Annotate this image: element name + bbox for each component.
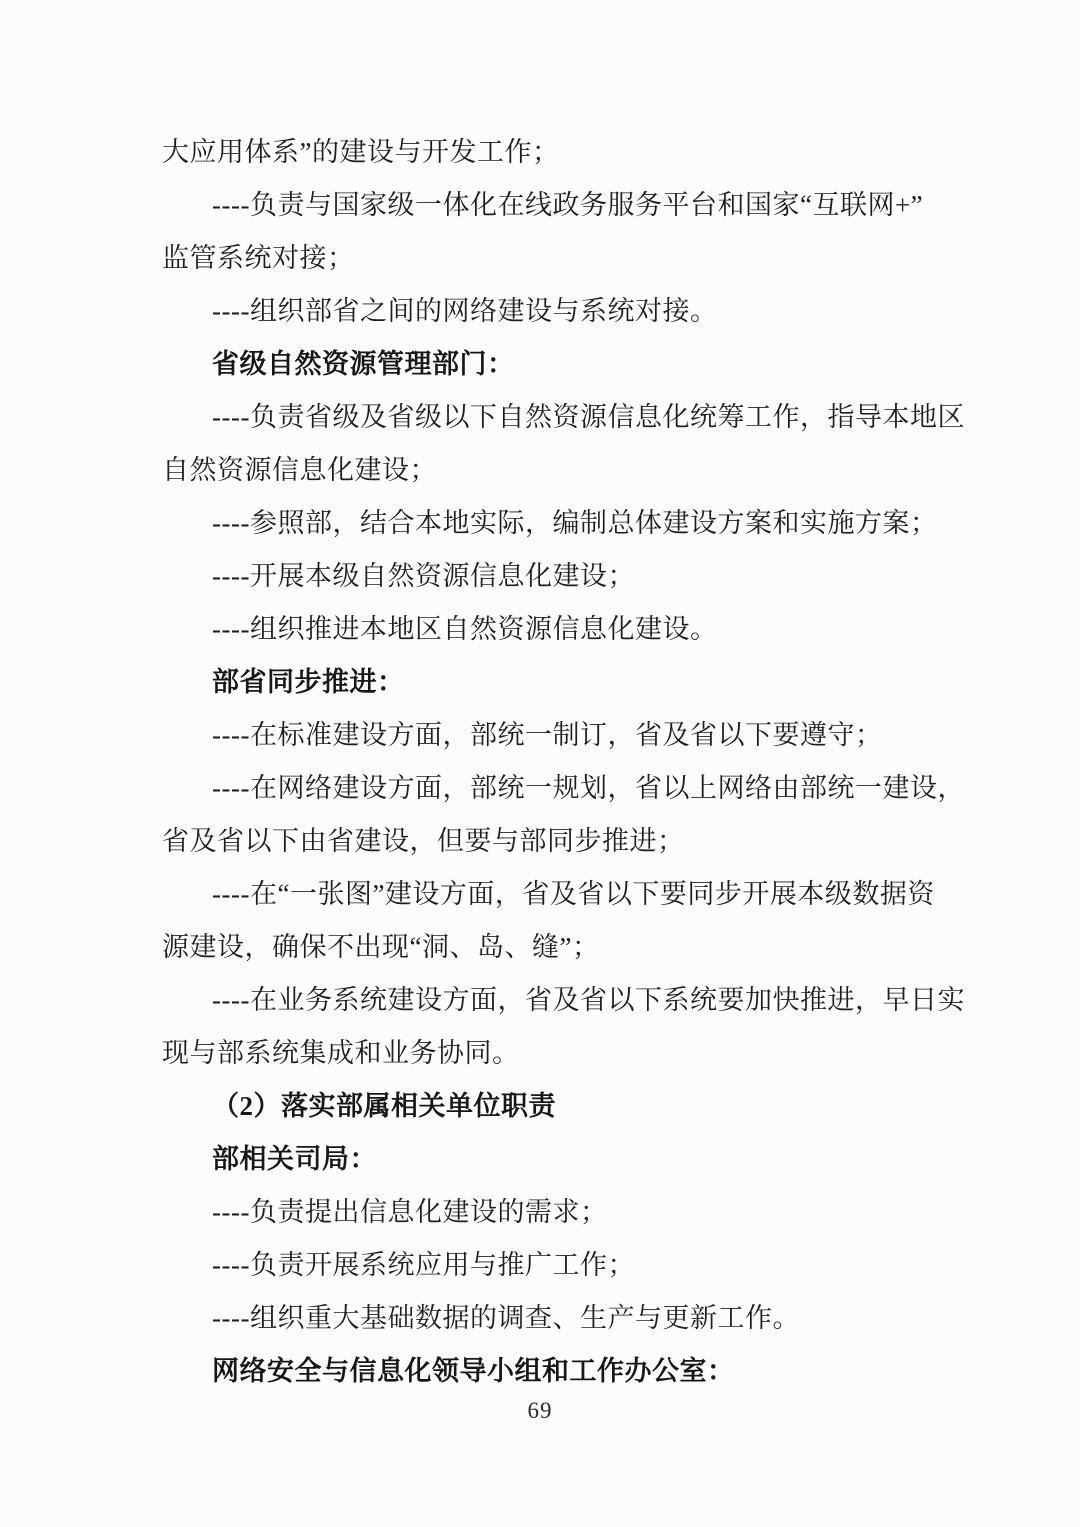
- text-line: 监管系统对接；: [162, 243, 355, 273]
- dash-item-line: ----负责提出信息化建设的需求；: [212, 1197, 608, 1227]
- section-heading: 部相关司局：: [212, 1144, 377, 1174]
- dash-item-line: ----开展本级自然资源信息化建设；: [212, 561, 635, 591]
- dash-item-line: ----组织部省之间的网络建设与系统对接。: [212, 296, 718, 326]
- dash-item-line: ----参照部，结合本地实际，编制总体建设方案和实施方案；: [212, 508, 938, 538]
- section-heading: 网络安全与信息化领导小组和工作办公室：: [212, 1356, 735, 1386]
- page-content: [162, 126, 1030, 1398]
- dash-item-line: ----组织重大基础数据的调查、生产与更新工作。: [212, 1303, 800, 1333]
- dash-item-line: ----组织推进本地区自然资源信息化建设。: [212, 614, 718, 644]
- section-heading: 部省同步推进：: [212, 667, 405, 697]
- section-heading: （2）落实部属相关单位职责: [212, 1091, 556, 1121]
- text-line: 现与部系统集成和业务协同。: [162, 1038, 520, 1068]
- page-number: 69: [527, 1398, 553, 1423]
- dash-item-line: ----负责省级及省级以下自然资源信息化统筹工作，指导本地区: [212, 402, 965, 432]
- section-heading: 省级自然资源管理部门：: [212, 349, 515, 379]
- text-line: 自然资源信息化建设；: [162, 455, 437, 485]
- dash-item-line: ----在“一张图”建设方面，省及省以下要同步开展本级数据资: [212, 879, 935, 909]
- dash-item-line: ----负责开展系统应用与推广工作；: [212, 1250, 635, 1280]
- dash-item-line: ----在标准建设方面，部统一制订，省及省以下要遵守；: [212, 720, 883, 750]
- dash-item-line: ----在业务系统建设方面，省及省以下系统要加快推进，早日实: [212, 985, 965, 1015]
- text-line: 省及省以下由省建设，但要与部同步推进；: [162, 826, 685, 856]
- dash-item-line: ----负责与国家级一体化在线政务服务平台和国家“互联网+”: [212, 190, 924, 220]
- text-line: 大应用体系”的建设与开发工作；: [162, 137, 560, 167]
- dash-item-line: ----在网络建设方面，部统一规划，省以上网络由部统一建设，: [212, 773, 965, 803]
- text-line: 源建设，确保不出现“洞、岛、缝”；: [162, 932, 600, 962]
